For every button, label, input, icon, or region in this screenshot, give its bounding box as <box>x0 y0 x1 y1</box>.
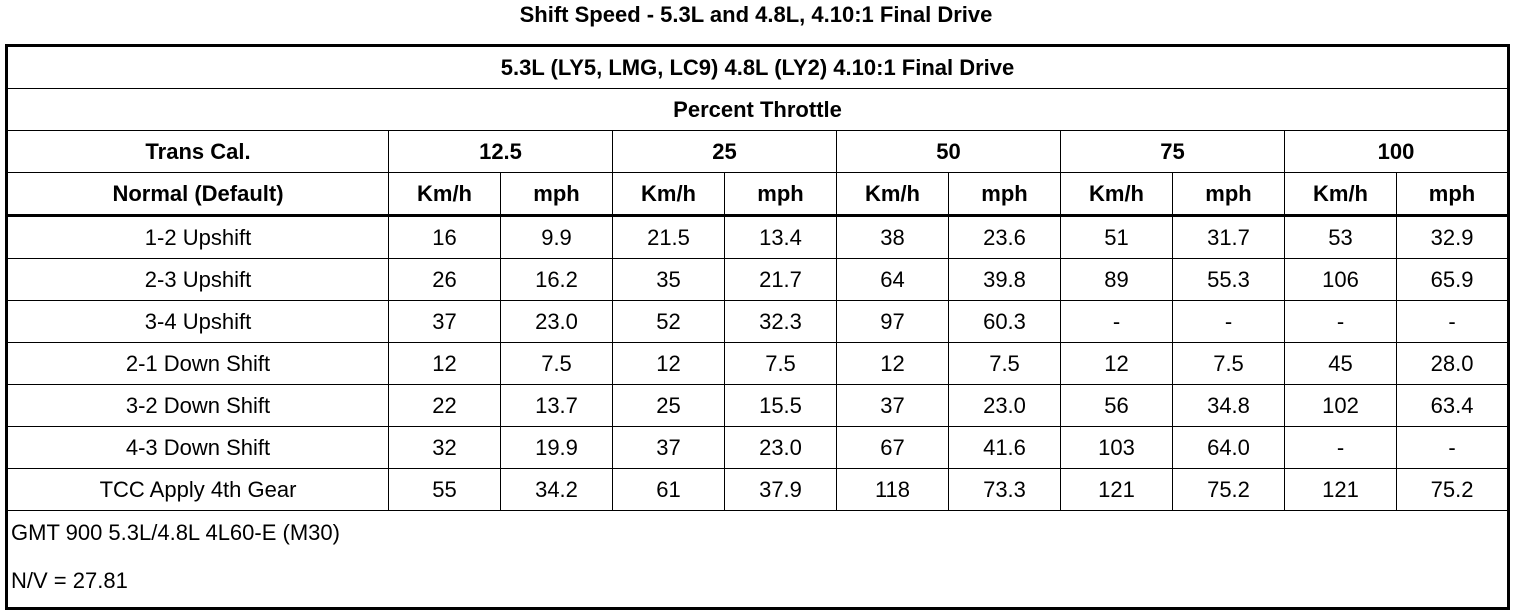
kmh-cell: 12 <box>837 343 949 385</box>
mph-cell: 63.4 <box>1397 385 1509 427</box>
kmh-cell: 64 <box>837 259 949 301</box>
throttle-level-100: 100 <box>1285 131 1509 173</box>
mode-label: Normal (Default) <box>7 173 389 216</box>
shift-speed-table <box>5 44 1510 610</box>
throttle-level-50: 50 <box>837 131 1061 173</box>
row-label: 2-1 Down Shift <box>7 343 389 385</box>
unit-kmh: Km/h <box>1061 173 1173 216</box>
kmh-cell: 97 <box>837 301 949 343</box>
engine-header: 5.3L (LY5, LMG, LC9) 4.8L (LY2) 4.10:1 Final Drive <box>7 46 1509 89</box>
row-label: 3-2 Down Shift <box>7 385 389 427</box>
footer-row <box>7 511 1509 609</box>
unit-kmh: Km/h <box>613 173 725 216</box>
mph-cell: 15.5 <box>725 385 837 427</box>
table-row <box>7 343 1509 385</box>
kmh-cell: 32 <box>389 427 501 469</box>
kmh-cell: 37 <box>837 385 949 427</box>
kmh-cell: 61 <box>613 469 725 511</box>
mph-cell: 23.6 <box>949 216 1061 259</box>
kmh-cell: - <box>1285 301 1397 343</box>
mph-cell: 7.5 <box>1173 343 1285 385</box>
mph-cell: 31.7 <box>1173 216 1285 259</box>
footer-note <box>7 511 1509 609</box>
mph-cell: 23.0 <box>949 385 1061 427</box>
kmh-cell: 121 <box>1285 469 1397 511</box>
mph-cell: - <box>1173 301 1285 343</box>
kmh-cell: 51 <box>1061 216 1173 259</box>
mph-cell: - <box>1397 427 1509 469</box>
mph-cell: 34.8 <box>1173 385 1285 427</box>
mph-cell: 55.3 <box>1173 259 1285 301</box>
row-label: 2-3 Upshift <box>7 259 389 301</box>
units-row <box>7 173 1509 216</box>
unit-mph: mph <box>949 173 1061 216</box>
mph-cell: 7.5 <box>949 343 1061 385</box>
mph-cell: 7.5 <box>501 343 613 385</box>
kmh-cell: 121 <box>1061 469 1173 511</box>
trans-cal-label: Trans Cal. <box>7 131 389 173</box>
mph-cell: 60.3 <box>949 301 1061 343</box>
kmh-cell: 25 <box>613 385 725 427</box>
mph-cell: 9.9 <box>501 216 613 259</box>
unit-mph: mph <box>1397 173 1509 216</box>
mph-cell: 32.9 <box>1397 216 1509 259</box>
mph-cell: 34.2 <box>501 469 613 511</box>
mph-cell: 39.8 <box>949 259 1061 301</box>
kmh-cell: 102 <box>1285 385 1397 427</box>
kmh-cell: 37 <box>613 427 725 469</box>
mph-cell: 75.2 <box>1397 469 1509 511</box>
kmh-cell: 118 <box>837 469 949 511</box>
row-label: 3-4 Upshift <box>7 301 389 343</box>
mph-cell: 41.6 <box>949 427 1061 469</box>
mph-cell: 19.9 <box>501 427 613 469</box>
footer-line-nv: N/V = 27.81 <box>11 568 128 593</box>
kmh-cell: 53 <box>1285 216 1397 259</box>
kmh-cell: 45 <box>1285 343 1397 385</box>
kmh-cell: 103 <box>1061 427 1173 469</box>
unit-kmh: Km/h <box>1285 173 1397 216</box>
row-label: 4-3 Down Shift <box>7 427 389 469</box>
kmh-cell: 12 <box>1061 343 1173 385</box>
mph-cell: 13.4 <box>725 216 837 259</box>
table-row <box>7 427 1509 469</box>
kmh-cell: 12 <box>389 343 501 385</box>
mph-cell: 7.5 <box>725 343 837 385</box>
mph-cell: 75.2 <box>1173 469 1285 511</box>
table-row <box>7 216 1509 259</box>
mph-cell: 23.0 <box>501 301 613 343</box>
kmh-cell: 52 <box>613 301 725 343</box>
mph-cell: 13.7 <box>501 385 613 427</box>
table-row <box>7 385 1509 427</box>
unit-mph: mph <box>501 173 613 216</box>
throttle-level-12-5: 12.5 <box>389 131 613 173</box>
kmh-cell: 89 <box>1061 259 1173 301</box>
unit-mph: mph <box>725 173 837 216</box>
kmh-cell: 106 <box>1285 259 1397 301</box>
table-row <box>7 469 1509 511</box>
mph-cell: 73.3 <box>949 469 1061 511</box>
mph-cell: 37.9 <box>725 469 837 511</box>
kmh-cell: 55 <box>389 469 501 511</box>
kmh-cell: 67 <box>837 427 949 469</box>
mph-cell: 65.9 <box>1397 259 1509 301</box>
row-label: 1-2 Upshift <box>7 216 389 259</box>
mph-cell: 28.0 <box>1397 343 1509 385</box>
kmh-cell: 22 <box>389 385 501 427</box>
kmh-cell: - <box>1285 427 1397 469</box>
mph-cell: 32.3 <box>725 301 837 343</box>
mph-cell: 16.2 <box>501 259 613 301</box>
kmh-cell: 16 <box>389 216 501 259</box>
unit-mph: mph <box>1173 173 1285 216</box>
kmh-cell: 38 <box>837 216 949 259</box>
kmh-cell: 35 <box>613 259 725 301</box>
throttle-header: Percent Throttle <box>7 89 1509 131</box>
mph-cell: 23.0 <box>725 427 837 469</box>
kmh-cell: 21.5 <box>613 216 725 259</box>
mph-cell: - <box>1397 301 1509 343</box>
throttle-level-25: 25 <box>613 131 837 173</box>
throttle-level-75: 75 <box>1061 131 1285 173</box>
kmh-cell: 12 <box>613 343 725 385</box>
table-row <box>7 259 1509 301</box>
footer-line-model: GMT 900 5.3L/4.8L 4L60-E (M30) <box>11 520 340 545</box>
kmh-cell: 37 <box>389 301 501 343</box>
document-title: Shift Speed - 5.3L and 4.8L, 4.10:1 Final Drive <box>519 2 993 27</box>
row-label: TCC Apply 4th Gear <box>7 469 389 511</box>
kmh-cell: - <box>1061 301 1173 343</box>
unit-kmh: Km/h <box>389 173 501 216</box>
mph-cell: 21.7 <box>725 259 837 301</box>
table-row <box>7 301 1509 343</box>
mph-cell: 64.0 <box>1173 427 1285 469</box>
kmh-cell: 26 <box>389 259 501 301</box>
unit-kmh: Km/h <box>837 173 949 216</box>
kmh-cell: 56 <box>1061 385 1173 427</box>
